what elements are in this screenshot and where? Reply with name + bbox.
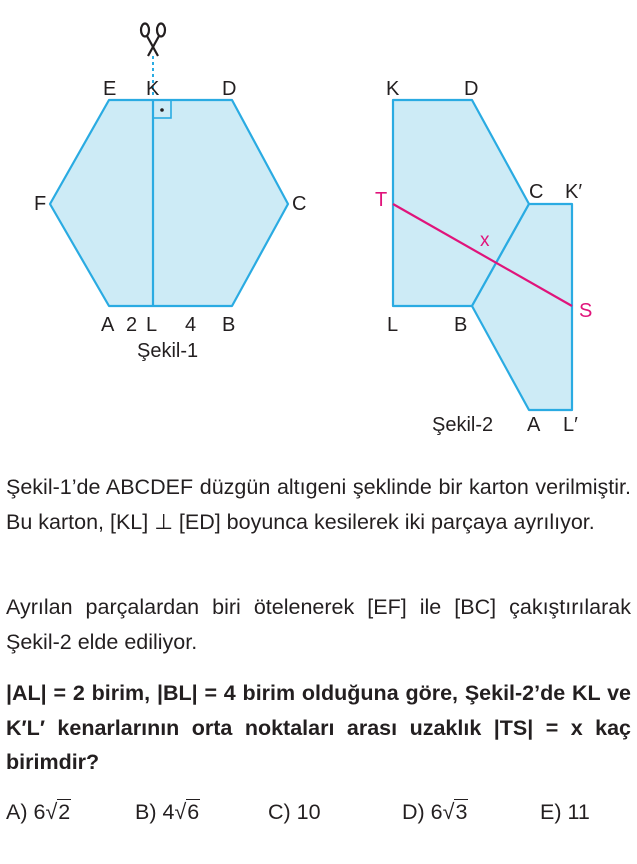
option-a[interactable] xyxy=(6,800,71,825)
option-b-label: B) xyxy=(135,800,157,824)
option-a-coef: 6 xyxy=(33,800,46,824)
label-l2: L xyxy=(387,314,399,336)
label-b: B xyxy=(222,314,236,336)
label-c: C xyxy=(292,193,307,215)
option-c-value: 10 xyxy=(296,800,321,824)
sqrt-sign: √ xyxy=(442,800,455,824)
label-b2: B xyxy=(454,314,468,336)
label-k2: K xyxy=(386,78,400,100)
answer-options xyxy=(6,800,631,836)
option-d-radicand: 3 xyxy=(455,800,468,824)
question-paragraph-2: Ayrılan parçalardan biri ötelenerek [EF] ile [BC] çakıştırılarak Şekil-2 elde ediliyor. xyxy=(6,595,631,654)
label-f: F xyxy=(34,193,47,215)
option-b-coef: 4 xyxy=(162,800,175,824)
question-stem: |AL| = 2 birim, |BL| = 4 birim olduğuna göre, Şekil-2’de KL ve K′L′ kenarlarının orta noktaları arası uzaklık |TS| = x kaç birimdir? xyxy=(6,681,631,774)
label-k: K xyxy=(146,78,160,100)
option-a-radicand: 2 xyxy=(58,800,71,824)
label-a2: A xyxy=(527,414,541,436)
option-d-coef: 6 xyxy=(430,800,443,824)
option-c[interactable] xyxy=(268,800,321,825)
label-k-prime: K′ xyxy=(565,181,583,203)
label-l: L xyxy=(146,314,158,336)
sqrt-sign: √ xyxy=(174,800,187,824)
option-d-label: D) xyxy=(402,800,425,824)
right-angle-dot xyxy=(160,108,164,112)
option-b-radicand: 6 xyxy=(187,800,200,824)
option-e-label: E) xyxy=(540,800,562,824)
hexagon-abcdef xyxy=(50,100,288,306)
label-a: A xyxy=(101,314,115,336)
label-d: D xyxy=(222,78,237,100)
length-al: 2 xyxy=(126,314,138,336)
option-a-label: A) xyxy=(6,800,28,824)
label-t: T xyxy=(375,189,388,211)
label-l-prime: L′ xyxy=(563,414,578,436)
option-e[interactable] xyxy=(540,800,590,825)
option-c-label: C) xyxy=(268,800,291,824)
question-paragraph-1: Şekil-1’de ABCDEF düzgün altıgeni şeklinde bir karton verilmiştir. Bu karton, [KL] ⊥ [ED] boyunca kesilerek iki parçaya ayrılıyor. xyxy=(6,475,631,534)
label-x: x xyxy=(480,230,490,251)
label-s: S xyxy=(579,300,593,322)
caption-sekil-1: Şekil-1 xyxy=(137,340,199,362)
label-e: E xyxy=(103,78,117,100)
scissors-icon xyxy=(141,24,165,57)
option-e-value: 11 xyxy=(567,800,590,824)
label-c2: C xyxy=(529,181,544,203)
figure-2 xyxy=(375,78,592,436)
option-d[interactable] xyxy=(402,800,468,825)
length-lb: 4 xyxy=(185,314,197,336)
label-d2: D xyxy=(464,78,479,100)
sqrt-sign: √ xyxy=(45,800,58,824)
option-b[interactable] xyxy=(135,800,200,825)
caption-sekil-2: Şekil-2 xyxy=(432,414,494,436)
figure-1 xyxy=(34,24,306,363)
